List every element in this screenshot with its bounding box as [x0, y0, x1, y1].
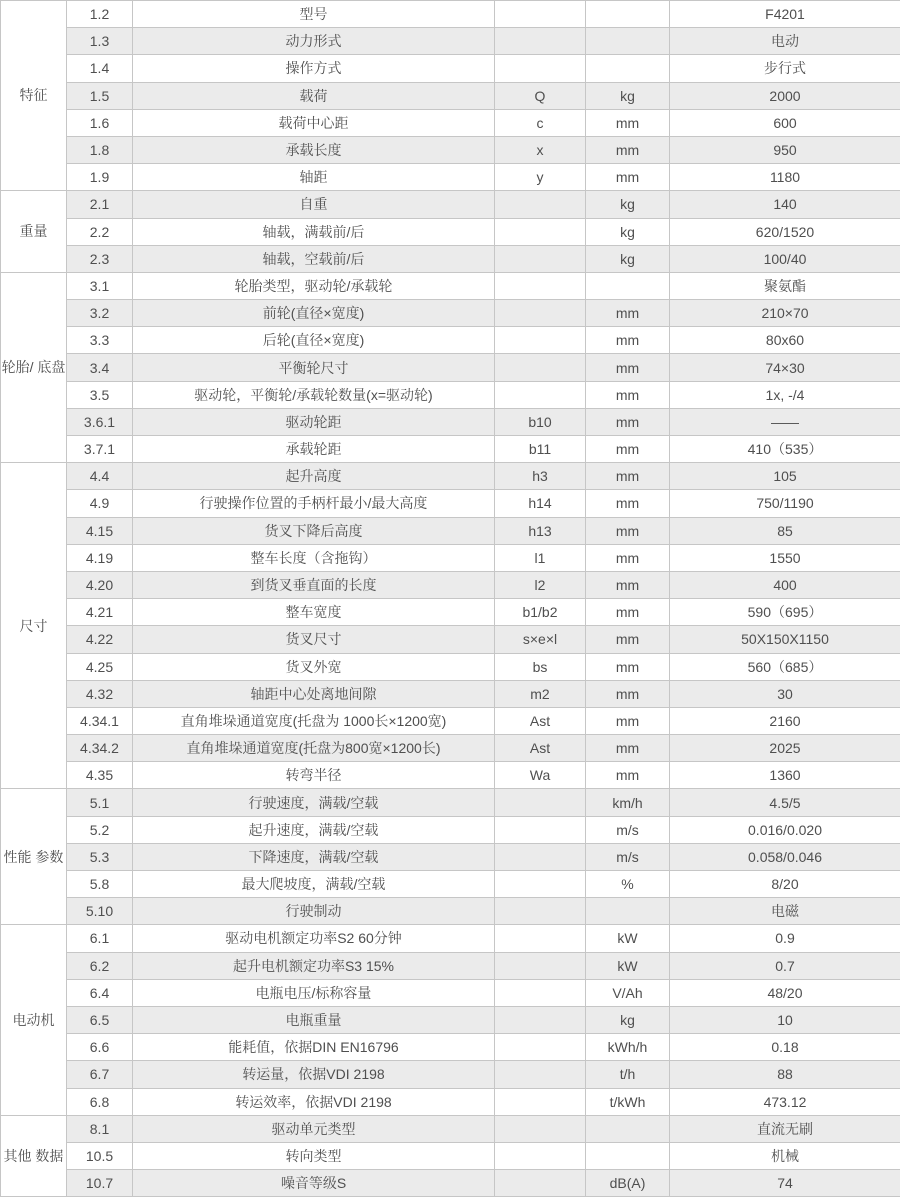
value-cell: 10 [670, 1006, 900, 1033]
value-cell: 88 [670, 1061, 900, 1088]
row-number-cell: 10.7 [67, 1170, 133, 1197]
description-cell: 转向类型 [133, 1142, 495, 1169]
row-number-cell: 4.34.2 [67, 735, 133, 762]
value-cell: 0.9 [670, 925, 900, 952]
row-number-cell: 5.10 [67, 898, 133, 925]
unit-cell: mm [586, 599, 670, 626]
row-number-cell: 5.1 [67, 789, 133, 816]
category-cell: 电动机 [1, 925, 67, 1115]
value-cell: 1360 [670, 762, 900, 789]
value-cell: 0.058/0.046 [670, 843, 900, 870]
unit-cell: kg [586, 1006, 670, 1033]
symbol-cell: bs [495, 653, 586, 680]
unit-cell: mm [586, 707, 670, 734]
description-cell: 起升高度 [133, 463, 495, 490]
row-number-cell: 6.5 [67, 1006, 133, 1033]
symbol-cell: h14 [495, 490, 586, 517]
symbol-cell [495, 191, 586, 218]
spec-table-body [1, 1, 900, 1197]
value-cell: 2025 [670, 735, 900, 762]
value-cell: 950 [670, 136, 900, 163]
table-row [1, 191, 900, 218]
row-number-cell: 3.2 [67, 300, 133, 327]
symbol-cell [495, 300, 586, 327]
row-number-cell: 1.5 [67, 82, 133, 109]
row-number-cell: 6.2 [67, 952, 133, 979]
row-number-cell: 3.7.1 [67, 436, 133, 463]
category-cell: 性能 参数 [1, 789, 67, 925]
symbol-cell: b11 [495, 436, 586, 463]
table-row [1, 707, 900, 734]
value-cell: F4201 [670, 1, 900, 28]
unit-cell: mm [586, 463, 670, 490]
unit-cell: mm [586, 762, 670, 789]
value-cell: 0.016/0.020 [670, 816, 900, 843]
symbol-cell [495, 952, 586, 979]
table-row [1, 762, 900, 789]
table-row [1, 599, 900, 626]
table-row [1, 1061, 900, 1088]
unit-cell: % [586, 871, 670, 898]
value-cell: 电动 [670, 28, 900, 55]
symbol-cell [495, 354, 586, 381]
table-row [1, 571, 900, 598]
row-number-cell: 4.4 [67, 463, 133, 490]
table-row [1, 1034, 900, 1061]
description-cell: 型号 [133, 1, 495, 28]
description-cell: 轴距中心处离地间隙 [133, 680, 495, 707]
value-cell: 30 [670, 680, 900, 707]
description-cell: 驱动轮，平衡轮/承载轮数量(x=驱动轮) [133, 381, 495, 408]
symbol-cell [495, 1006, 586, 1033]
value-cell: —— [670, 408, 900, 435]
unit-cell: mm [586, 544, 670, 571]
table-row [1, 381, 900, 408]
value-cell: 210×70 [670, 300, 900, 327]
category-cell: 特征 [1, 1, 67, 191]
row-number-cell: 4.35 [67, 762, 133, 789]
unit-cell: mm [586, 517, 670, 544]
unit-cell: kW [586, 952, 670, 979]
table-row [1, 735, 900, 762]
table-row [1, 925, 900, 952]
symbol-cell [495, 327, 586, 354]
row-number-cell: 4.9 [67, 490, 133, 517]
symbol-cell: l1 [495, 544, 586, 571]
value-cell: 0.7 [670, 952, 900, 979]
symbol-cell [495, 272, 586, 299]
row-number-cell: 3.1 [67, 272, 133, 299]
table-row [1, 218, 900, 245]
symbol-cell [495, 1115, 586, 1142]
value-cell: 48/20 [670, 979, 900, 1006]
table-row [1, 463, 900, 490]
unit-cell: m/s [586, 843, 670, 870]
value-cell: 聚氨酯 [670, 272, 900, 299]
unit-cell [586, 272, 670, 299]
symbol-cell: l2 [495, 571, 586, 598]
description-cell: 行驶速度，满载/空载 [133, 789, 495, 816]
symbol-cell [495, 28, 586, 55]
table-row [1, 136, 900, 163]
unit-cell: mm [586, 136, 670, 163]
symbol-cell [495, 1170, 586, 1197]
row-number-cell: 3.5 [67, 381, 133, 408]
description-cell: 载荷 [133, 82, 495, 109]
row-number-cell: 3.4 [67, 354, 133, 381]
table-row [1, 653, 900, 680]
table-row [1, 354, 900, 381]
description-cell: 直角堆垛通道宽度(托盘为800宽×1200长) [133, 735, 495, 762]
symbol-cell [495, 871, 586, 898]
value-cell: 100/40 [670, 245, 900, 272]
symbol-cell [495, 898, 586, 925]
table-row [1, 327, 900, 354]
description-cell: 电瓶重量 [133, 1006, 495, 1033]
unit-cell [586, 1142, 670, 1169]
description-cell: 自重 [133, 191, 495, 218]
description-cell: 承载长度 [133, 136, 495, 163]
value-cell: 620/1520 [670, 218, 900, 245]
unit-cell: t/h [586, 1061, 670, 1088]
table-row [1, 28, 900, 55]
description-cell: 前轮(直径×宽度) [133, 300, 495, 327]
description-cell: 转运效率，依据VDI 2198 [133, 1088, 495, 1115]
value-cell: 2160 [670, 707, 900, 734]
description-cell: 轮胎类型，驱动轮/承载轮 [133, 272, 495, 299]
table-row [1, 952, 900, 979]
description-cell: 转运量，依据VDI 2198 [133, 1061, 495, 1088]
symbol-cell [495, 1142, 586, 1169]
table-row [1, 898, 900, 925]
unit-cell: mm [586, 571, 670, 598]
description-cell: 电瓶电压/标称容量 [133, 979, 495, 1006]
unit-cell: mm [586, 436, 670, 463]
description-cell: 行驶制动 [133, 898, 495, 925]
row-number-cell: 5.8 [67, 871, 133, 898]
table-row [1, 871, 900, 898]
value-cell: 2000 [670, 82, 900, 109]
description-cell: 轴距 [133, 164, 495, 191]
unit-cell: kg [586, 82, 670, 109]
row-number-cell: 1.4 [67, 55, 133, 82]
description-cell: 下降速度，满载/空载 [133, 843, 495, 870]
description-cell: 直角堆垛通道宽度(托盘为 1000长×1200宽) [133, 707, 495, 734]
symbol-cell: c [495, 109, 586, 136]
unit-cell: kWh/h [586, 1034, 670, 1061]
symbol-cell: s×e×l [495, 626, 586, 653]
table-row [1, 55, 900, 82]
table-row [1, 272, 900, 299]
unit-cell: mm [586, 626, 670, 653]
description-cell: 能耗值，依据DIN EN16796 [133, 1034, 495, 1061]
row-number-cell: 5.3 [67, 843, 133, 870]
value-cell: 1180 [670, 164, 900, 191]
unit-cell: mm [586, 735, 670, 762]
description-cell: 驱动单元类型 [133, 1115, 495, 1142]
value-cell: 140 [670, 191, 900, 218]
unit-cell: mm [586, 109, 670, 136]
symbol-cell [495, 381, 586, 408]
value-cell: 8/20 [670, 871, 900, 898]
unit-cell: mm [586, 300, 670, 327]
unit-cell: V/Ah [586, 979, 670, 1006]
description-cell: 行驶操作位置的手柄杆最小/最大高度 [133, 490, 495, 517]
table-row [1, 544, 900, 571]
row-number-cell: 8.1 [67, 1115, 133, 1142]
unit-cell: kg [586, 218, 670, 245]
symbol-cell: x [495, 136, 586, 163]
table-row [1, 164, 900, 191]
symbol-cell [495, 245, 586, 272]
symbol-cell [495, 1034, 586, 1061]
row-number-cell: 6.7 [67, 1061, 133, 1088]
value-cell: 105 [670, 463, 900, 490]
symbol-cell [495, 1061, 586, 1088]
description-cell: 动力形式 [133, 28, 495, 55]
table-row [1, 82, 900, 109]
description-cell: 后轮(直径×宽度) [133, 327, 495, 354]
description-cell: 驱动轮距 [133, 408, 495, 435]
row-number-cell: 4.22 [67, 626, 133, 653]
description-cell: 最大爬坡度，满载/空载 [133, 871, 495, 898]
symbol-cell: Q [495, 82, 586, 109]
symbol-cell: h3 [495, 463, 586, 490]
value-cell: 85 [670, 517, 900, 544]
value-cell: 473.12 [670, 1088, 900, 1115]
unit-cell: mm [586, 327, 670, 354]
table-row [1, 789, 900, 816]
table-row [1, 245, 900, 272]
row-number-cell: 6.8 [67, 1088, 133, 1115]
description-cell: 载荷中心距 [133, 109, 495, 136]
table-row [1, 490, 900, 517]
description-cell: 整车长度（含拖钩） [133, 544, 495, 571]
value-cell: 步行式 [670, 55, 900, 82]
row-number-cell: 3.3 [67, 327, 133, 354]
unit-cell: kW [586, 925, 670, 952]
value-cell: 600 [670, 109, 900, 136]
category-cell: 轮胎/ 底盘 [1, 272, 67, 462]
value-cell: 电磁 [670, 898, 900, 925]
symbol-cell: b10 [495, 408, 586, 435]
row-number-cell: 1.3 [67, 28, 133, 55]
table-row [1, 816, 900, 843]
table-row [1, 1088, 900, 1115]
value-cell: 590（695） [670, 599, 900, 626]
table-row [1, 517, 900, 544]
symbol-cell: Wa [495, 762, 586, 789]
row-number-cell: 5.2 [67, 816, 133, 843]
row-number-cell: 4.32 [67, 680, 133, 707]
symbol-cell [495, 925, 586, 952]
unit-cell: dB(A) [586, 1170, 670, 1197]
table-row [1, 979, 900, 1006]
description-cell: 起升速度，满载/空载 [133, 816, 495, 843]
table-row [1, 626, 900, 653]
symbol-cell [495, 979, 586, 1006]
row-number-cell: 4.19 [67, 544, 133, 571]
row-number-cell: 6.4 [67, 979, 133, 1006]
symbol-cell: m2 [495, 680, 586, 707]
unit-cell: m/s [586, 816, 670, 843]
row-number-cell: 3.6.1 [67, 408, 133, 435]
description-cell: 噪音等级S [133, 1170, 495, 1197]
unit-cell [586, 55, 670, 82]
row-number-cell: 4.15 [67, 517, 133, 544]
row-number-cell: 4.25 [67, 653, 133, 680]
value-cell: 74 [670, 1170, 900, 1197]
description-cell: 承载轮距 [133, 436, 495, 463]
symbol-cell [495, 1, 586, 28]
symbol-cell: Ast [495, 707, 586, 734]
value-cell: 1x, -/4 [670, 381, 900, 408]
unit-cell: mm [586, 408, 670, 435]
description-cell: 整车宽度 [133, 599, 495, 626]
value-cell: 4.5/5 [670, 789, 900, 816]
table-row [1, 1115, 900, 1142]
value-cell: 直流无刷 [670, 1115, 900, 1142]
symbol-cell: y [495, 164, 586, 191]
row-number-cell: 2.3 [67, 245, 133, 272]
unit-cell: mm [586, 381, 670, 408]
unit-cell: mm [586, 490, 670, 517]
description-cell: 货叉外宽 [133, 653, 495, 680]
row-number-cell: 6.1 [67, 925, 133, 952]
row-number-cell: 1.6 [67, 109, 133, 136]
unit-cell: mm [586, 653, 670, 680]
symbol-cell: b1/b2 [495, 599, 586, 626]
category-cell: 重量 [1, 191, 67, 273]
symbol-cell [495, 816, 586, 843]
description-cell: 转弯半径 [133, 762, 495, 789]
value-cell: 0.18 [670, 1034, 900, 1061]
row-number-cell: 2.2 [67, 218, 133, 245]
row-number-cell: 1.8 [67, 136, 133, 163]
table-row [1, 1006, 900, 1033]
row-number-cell: 6.6 [67, 1034, 133, 1061]
table-row [1, 680, 900, 707]
value-cell: 74×30 [670, 354, 900, 381]
category-cell: 其他 数据 [1, 1115, 67, 1197]
unit-cell: kg [586, 191, 670, 218]
unit-cell: t/kWh [586, 1088, 670, 1115]
value-cell: 机械 [670, 1142, 900, 1169]
symbol-cell [495, 843, 586, 870]
unit-cell: mm [586, 164, 670, 191]
table-row [1, 300, 900, 327]
row-number-cell: 4.20 [67, 571, 133, 598]
description-cell: 货叉下降后高度 [133, 517, 495, 544]
description-cell: 轴载，空载前/后 [133, 245, 495, 272]
table-row [1, 1, 900, 28]
row-number-cell: 2.1 [67, 191, 133, 218]
description-cell: 操作方式 [133, 55, 495, 82]
description-cell: 驱动电机额定功率S2 60分钟 [133, 925, 495, 952]
unit-cell: mm [586, 680, 670, 707]
symbol-cell: h13 [495, 517, 586, 544]
unit-cell [586, 1, 670, 28]
description-cell: 到货叉垂直面的长度 [133, 571, 495, 598]
symbol-cell: Ast [495, 735, 586, 762]
table-row [1, 408, 900, 435]
symbol-cell [495, 55, 586, 82]
description-cell: 货叉尺寸 [133, 626, 495, 653]
unit-cell: kg [586, 245, 670, 272]
category-cell: 尺寸 [1, 463, 67, 789]
unit-cell [586, 898, 670, 925]
table-row [1, 436, 900, 463]
row-number-cell: 1.9 [67, 164, 133, 191]
value-cell: 400 [670, 571, 900, 598]
table-row [1, 1142, 900, 1169]
value-cell: 750/1190 [670, 490, 900, 517]
value-cell: 560（685） [670, 653, 900, 680]
value-cell: 410（535） [670, 436, 900, 463]
unit-cell [586, 1115, 670, 1142]
symbol-cell [495, 789, 586, 816]
value-cell: 1550 [670, 544, 900, 571]
description-cell: 起升电机额定功率S3 15% [133, 952, 495, 979]
description-cell: 轴载，满载前/后 [133, 218, 495, 245]
value-cell: 80x60 [670, 327, 900, 354]
row-number-cell: 4.21 [67, 599, 133, 626]
table-row [1, 109, 900, 136]
table-row [1, 1170, 900, 1197]
unit-cell: mm [586, 354, 670, 381]
row-number-cell: 10.5 [67, 1142, 133, 1169]
unit-cell [586, 28, 670, 55]
row-number-cell: 4.34.1 [67, 707, 133, 734]
symbol-cell [495, 1088, 586, 1115]
row-number-cell: 1.2 [67, 1, 133, 28]
table-row [1, 843, 900, 870]
unit-cell: km/h [586, 789, 670, 816]
symbol-cell [495, 218, 586, 245]
value-cell: 50X150X1150 [670, 626, 900, 653]
description-cell: 平衡轮尺寸 [133, 354, 495, 381]
